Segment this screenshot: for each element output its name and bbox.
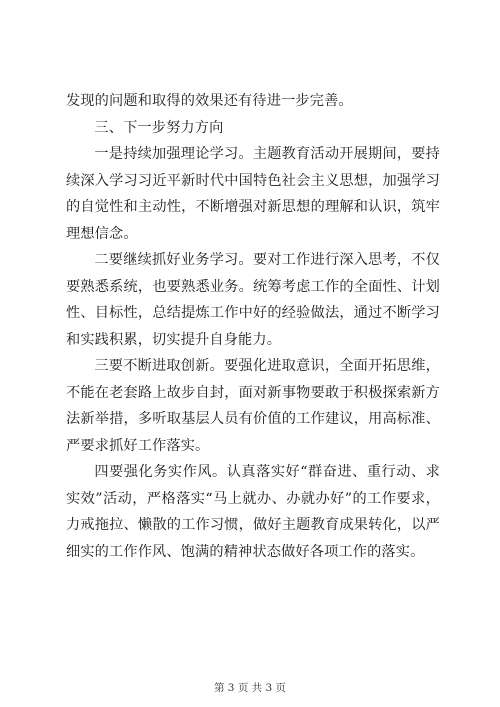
paragraph-work-style: 四要强化务实作风。认真落实好“群奋进、重行动、求实效”活动，严格落实“马上就办、办就办好”的工作要求，力戒拖拉、懒散的工作习惯，做好主题教育成果转化，以严细实的工作作风、饱满的精神状态做好各项工作的落实。 [66,464,440,560]
page-footer [0,680,500,695]
page-number-label: 第 3 页 共 3 页 [213,682,287,694]
paragraph-theory-study: 一是持续加强理论学习。主题教育活动开展期间，要持续深入学习习近平新时代中国特色社会主义思想，加强学习的自觉性和主动性，不断增强对新思想的理解和认识，筑牢理想信念。 [66,146,440,242]
paragraph-continuation: 发现的问题和取得的效果还有待进一步完善。 [66,93,353,109]
paragraph-innovation: 三要不断进取创新。要强化进取意识，全面开拓思维，不能在老套路上故步自封，面对新事物要敢于积极探索新方法新举措，多听取基层人员有价值的工作建议，用高标准、严要求抓好工作落实。 [66,358,440,454]
section-heading: 三、下一步努力方向 [94,119,224,136]
paragraph-business-study: 二要继续抓好业务学习。要对工作进行深入思考，不仅要熟悉系统，也要熟悉业务。统筹考虑工作的全面性、计划性、目标性，总结提炼工作中好的经验做法，通过不断学习和实践积累，切实提升自身能力。 [66,252,440,348]
document-body [66,88,440,565]
